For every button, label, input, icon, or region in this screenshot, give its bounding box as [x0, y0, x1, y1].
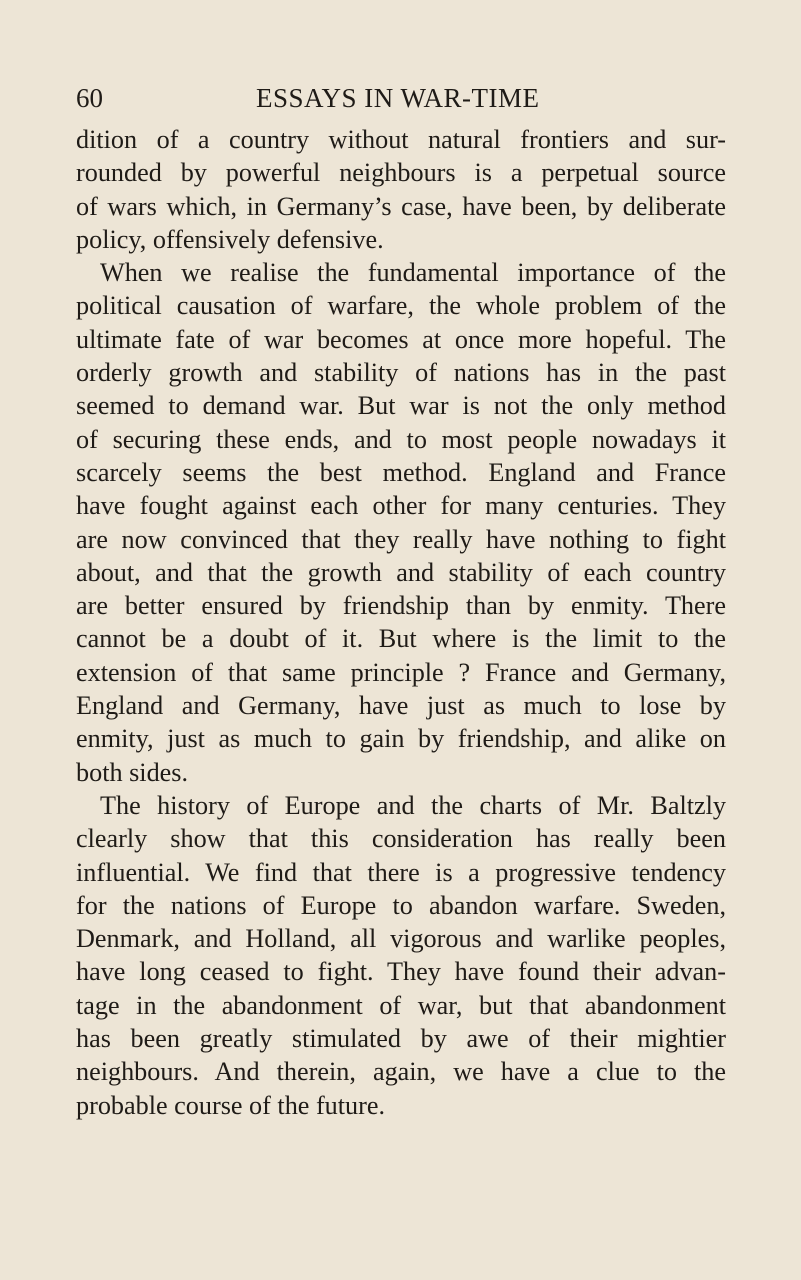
text-line: scarcely seems the best method. England and France: [76, 457, 726, 487]
text-line: of securing these ends, and to most people nowadays it: [76, 424, 726, 454]
text-line: both sides.: [76, 757, 189, 787]
text-line: has been greatly stimulated by awe of their mightier: [76, 1024, 726, 1054]
text-line: influential. We find that there is a progressive tendency: [76, 857, 726, 887]
text-line: have long ceased to fight. They have found their advan-: [76, 957, 726, 987]
book-title: ESSAYS IN WAR-TIME: [256, 83, 540, 113]
running-head: [76, 78, 726, 118]
text-line: political causation of warfare, the whole problem of the: [76, 291, 726, 321]
page-number: 60: [76, 83, 103, 113]
text-line: extension of that same principle ? France and Germany,: [76, 657, 726, 687]
text-line: for the nations of Europe to abandon warfare. Sweden,: [76, 890, 726, 920]
text-line: of wars which, in Germany’s case, have been, by deliberate: [76, 191, 726, 221]
text-line: orderly growth and stability of nations has in the past: [76, 358, 726, 388]
text-line: enmity, just as much to gain by friendship, and alike on: [76, 724, 726, 754]
text-line: neighbours. And therein, again, we have a clue to the: [76, 1057, 726, 1087]
text-line: probable course of the future.: [76, 1090, 386, 1120]
text-line: rounded by powerful neighbours is a perpetual source: [76, 158, 726, 188]
text-line: tage in the abandonment of war, but that abandonment: [76, 990, 726, 1020]
text-line: ultimate fate of war becomes at once more hopeful. The: [76, 324, 726, 354]
text-line: When we realise the fundamental importance of the: [100, 258, 726, 288]
text-line: seemed to demand war. But war is not the only method: [76, 391, 726, 421]
text-line: clearly show that this consideration has really been: [76, 824, 726, 854]
text-line: cannot be a doubt of it. But where is the limit to the: [76, 624, 726, 654]
text-line: Denmark, and Holland, all vigorous and warlike peoples,: [76, 924, 726, 954]
text-line: policy, offensively defensive.: [76, 224, 384, 254]
body-text: [76, 123, 726, 1122]
text-line: dition of a country without natural frontiers and sur-: [76, 125, 726, 154]
text-line: are now convinced that they really have nothing to fight: [76, 524, 726, 554]
text-line: are better ensured by friendship than by enmity. There: [76, 591, 726, 621]
text-line: The history of Europe and the charts of Mr. Baltzly: [100, 790, 726, 820]
text-line: have fought against each other for many centuries. They: [76, 491, 726, 521]
text-line: about, and that the growth and stability of each country: [76, 557, 726, 587]
text-line: England and Germany, have just as much to lose by: [76, 691, 726, 721]
